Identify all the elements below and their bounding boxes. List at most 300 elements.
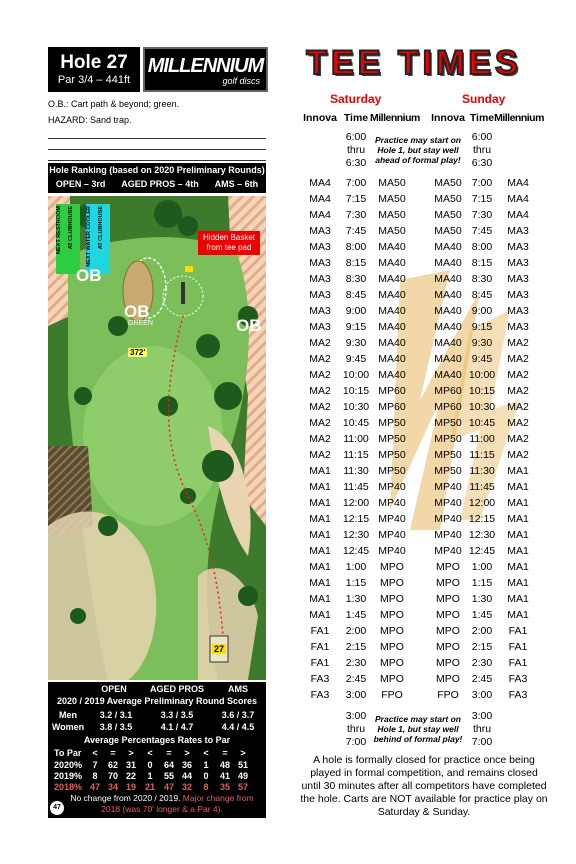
tee-cell-sm: MP60: [378, 385, 406, 397]
col-time-sun: Time: [469, 112, 495, 124]
tee-time-row: [0, 559, 576, 575]
tee-time-row: [0, 543, 576, 559]
tee-cell-ut: 7:45: [471, 225, 493, 237]
tee-cell-um: MA1: [507, 561, 529, 573]
tee-cell-ui: MP40: [434, 529, 462, 541]
tee-cell-sm: MA40: [378, 257, 406, 269]
pct-value: 44: [181, 771, 192, 781]
tee-cell-ui: MPO: [436, 609, 460, 621]
tee-cell-sm: MA40: [378, 321, 406, 333]
tee-cell-um: MA1: [507, 529, 529, 541]
tee-cell-um: MA3: [507, 289, 529, 301]
tee-cell-um: MA1: [507, 465, 529, 477]
pct-value: 49: [237, 771, 248, 781]
hole-header: [48, 47, 140, 92]
tee-cell-st: 11:15: [343, 449, 369, 461]
tee-cell-um: MA1: [507, 481, 529, 493]
tee-time-row: [0, 623, 576, 639]
tee-cell-sm: MPO: [380, 577, 404, 589]
tee-cell-ut: 1:30: [471, 593, 493, 605]
tee-cell-si: MA1: [309, 561, 331, 573]
practice-bottom-note: Practice may start on Hole 1, but stay well behind of formal play!: [373, 714, 463, 744]
practice-top-times-sat: 6:00 thru 6:30: [345, 131, 367, 169]
tee-time-row: [0, 223, 576, 239]
tee-cell-si: MA2: [309, 401, 331, 413]
tee-cell-ui: MPO: [436, 593, 460, 605]
tee-cell-st: 9:15: [345, 321, 367, 333]
notes-line: [48, 160, 266, 161]
tee-cell-ui: MPO: [436, 561, 460, 573]
tee-cell-sm: MPO: [380, 561, 404, 573]
col-innova-sat: Innova: [303, 112, 337, 124]
tee-time-row: [0, 303, 576, 319]
tee-cell-um: MA3: [507, 321, 529, 333]
tee-cell-si: MA1: [309, 481, 331, 493]
note-red: Major change from 2018 (was 70' longer & a Par 4).: [101, 793, 254, 814]
tee-cell-st: 10:15: [342, 385, 370, 397]
tee-cell-ui: MA40: [434, 369, 462, 381]
tee-cell-ut: 12:00: [468, 497, 496, 509]
tee-cell-ut: 9:45: [471, 353, 493, 365]
distance-marker: 372': [130, 348, 146, 357]
tee-cell-si: MA3: [309, 305, 331, 317]
tee-cell-ui: MA50: [434, 209, 462, 221]
par-symbol: >: [184, 748, 190, 758]
tee-cell-um: FA3: [508, 673, 528, 685]
tee-time-row: [0, 527, 576, 543]
men-ams: 3.6 / 3.7: [221, 710, 255, 720]
col-millennium-sat: Millennium: [370, 112, 420, 124]
tee-cell-sm: MA50: [378, 225, 406, 237]
tee-cell-sm: MA40: [378, 353, 406, 365]
tee-cell-st: 11:00: [343, 433, 369, 445]
tee-time-row: [0, 415, 576, 431]
tee-cell-st: 2:45: [345, 673, 367, 685]
tee-cell-ui: MP40: [434, 497, 462, 509]
tee-time-row: [0, 655, 576, 671]
hidden-basket-label: Hidden Basket from tee pad: [198, 231, 260, 255]
tee-cell-sm: MP50: [378, 449, 406, 461]
tee-cell-st: 3:00: [345, 689, 367, 701]
tee-cell-si: MA1: [309, 577, 331, 589]
pct-value: 41: [219, 771, 230, 781]
tee-cell-ut: 10:45: [468, 417, 496, 429]
tee-cell-um: MA1: [507, 513, 529, 525]
tee-cell-st: 12:30: [342, 529, 370, 541]
tee-time-row: [0, 239, 576, 255]
tee-cell-si: MA4: [309, 177, 331, 189]
tee-cell-um: MA3: [507, 273, 529, 285]
tee-cell-st: 12:15: [342, 513, 370, 525]
tee-time-row: [0, 639, 576, 655]
tee-cell-sm: MPO: [380, 593, 404, 605]
hole-title: Hole 27: [60, 52, 128, 73]
tee-cell-sm: FPO: [381, 689, 403, 701]
men-aged: 3.3 / 3.5: [160, 710, 194, 720]
pct-value: 35: [219, 782, 230, 792]
tee-cell-ui: MP50: [434, 449, 462, 461]
tee-cell-ui: MA40: [434, 241, 462, 253]
tee-cell-um: MA1: [507, 545, 529, 557]
tee-cell-um: MA4: [507, 177, 529, 189]
ob-text: O.B.: Cart path & beyond; green.: [48, 99, 180, 109]
tee-cell-st: 11:45: [343, 481, 369, 493]
pct-row-2019%: [48, 771, 266, 781]
tee-cell-st: 1:45: [345, 609, 367, 621]
tee-time-row: [0, 431, 576, 447]
tee-cell-si: FA1: [310, 657, 330, 669]
tee-cell-st: 2:15: [345, 641, 367, 653]
tee-cell-ut: 8:00: [471, 241, 493, 253]
pct-value: 1: [203, 760, 209, 770]
tee-cell-sm: MP60: [378, 401, 406, 413]
div-aged: AGED PROS: [149, 684, 204, 694]
tee-cell-st: 2:00: [345, 625, 367, 637]
tee-cell-ui: MP60: [434, 385, 462, 397]
tee-cell-ui: MA40: [434, 353, 462, 365]
tee-cell-sm: MA40: [378, 337, 406, 349]
tee-cell-st: 10:30: [342, 401, 370, 413]
ranking-open: OPEN – 3rd: [55, 179, 106, 189]
tee-cell-ut: 10:30: [468, 401, 496, 413]
tee-pad-number: 27: [213, 644, 224, 654]
par-symbol: =: [110, 748, 116, 758]
tee-cell-si: MA2: [309, 385, 331, 397]
tee-time-row: [0, 319, 576, 335]
tee-cell-sm: MP40: [378, 481, 406, 493]
tee-cell-si: FA1: [310, 625, 330, 637]
tee-cell-si: MA2: [309, 449, 331, 461]
par-symbol: =: [166, 748, 172, 758]
millennium-logo: [143, 47, 268, 92]
hazard-text: HAZARD: Sand trap.: [48, 115, 132, 125]
tee-cell-st: 12:00: [342, 497, 370, 509]
tee-cell-ut: 7:30: [471, 209, 493, 221]
pct-value: 62: [107, 760, 118, 770]
tee-cell-si: FA1: [310, 641, 330, 653]
ranking-aged: AGED PROS – 4th: [121, 179, 199, 189]
tee-cell-st: 9:00: [345, 305, 367, 317]
col-innova-sun: Innova: [431, 112, 465, 124]
tee-cell-st: 7:00: [345, 177, 367, 189]
tee-time-row: [0, 495, 576, 511]
tee-cell-sm: MA40: [378, 305, 406, 317]
tee-cell-si: MA1: [309, 465, 331, 477]
tee-cell-st: 10:00: [342, 369, 370, 381]
tee-cell-sm: MP50: [378, 417, 406, 429]
tee-cell-um: FA1: [508, 657, 528, 669]
tee-cell-ut: 3:00: [471, 689, 493, 701]
div-open: OPEN: [101, 684, 127, 694]
tee-cell-ui: MPO: [436, 673, 460, 685]
tee-cell-um: MA2: [507, 353, 529, 365]
tee-cell-ut: 11:30: [469, 465, 495, 477]
logo-sub: golf discs: [222, 76, 260, 86]
tee-cell-ut: 7:00: [471, 177, 493, 189]
tee-cell-si: MA1: [309, 545, 331, 557]
tee-cell-sm: MA50: [378, 177, 406, 189]
tee-cell-ut: 2:30: [471, 657, 493, 669]
men-open: 3.2 / 3.1: [99, 710, 133, 720]
sunday-header: Sunday: [462, 92, 506, 106]
tee-cell-si: FA3: [310, 689, 330, 701]
tee-time-row: [0, 287, 576, 303]
tee-cell-ut: 2:00: [471, 625, 493, 637]
tee-cell-st: 7:45: [345, 225, 367, 237]
par-symbol: =: [222, 748, 228, 758]
tee-cell-ut: 8:30: [471, 273, 493, 285]
restroom-sign-2: AT CLUBHOUSE: [68, 204, 80, 274]
tee-cell-si: FA3: [310, 673, 330, 685]
pct-value: 0: [203, 771, 209, 781]
tee-time-row: [0, 463, 576, 479]
tee-cell-ui: MP50: [434, 465, 462, 477]
tee-cell-ut: 10:00: [468, 369, 496, 381]
hole-par: Par 3/4 – 441ft: [57, 74, 131, 86]
pct-value: 55: [163, 771, 174, 781]
tee-cell-sm: MP50: [378, 433, 406, 445]
pct-value: 36: [181, 760, 192, 770]
women-open: 3.8 / 3.5: [99, 722, 133, 732]
tee-cell-si: MA3: [309, 241, 331, 253]
tee-cell-si: MA2: [309, 353, 331, 365]
tee-cell-ui: MA40: [434, 321, 462, 333]
tee-cell-um: MA3: [507, 257, 529, 269]
tee-cell-sm: MA40: [378, 289, 406, 301]
tee-cell-um: MA2: [507, 433, 529, 445]
tee-cell-ut: 9:00: [471, 305, 493, 317]
tee-time-row: [0, 671, 576, 687]
pct-value: 57: [237, 782, 248, 792]
tee-cell-ui: MPO: [436, 625, 460, 637]
tee-cell-um: MA2: [507, 417, 529, 429]
tee-cell-st: 2:30: [345, 657, 367, 669]
tee-cell-ut: 2:45: [471, 673, 493, 685]
pct-value: 47: [163, 782, 174, 792]
restroom-sign: NEXT RESTROOM: [56, 204, 68, 274]
water-sign-2: AT CLUBHOUSE: [98, 204, 110, 274]
pct-value: 48: [219, 760, 230, 770]
tee-cell-sm: MP40: [378, 529, 406, 541]
practice-top-times-sun: 6:00 thru 6:30: [471, 131, 493, 169]
pct-year: 2019%: [54, 771, 83, 781]
tee-time-row: [0, 255, 576, 271]
pct-value: 47: [89, 782, 100, 792]
tee-cell-ui: MP50: [434, 417, 462, 429]
ranking-title: Hole Ranking (based on 2020 Preliminary Rounds): [49, 165, 265, 175]
tee-cell-si: MA3: [309, 321, 331, 333]
pct-value: 31: [125, 760, 136, 770]
tee-time-row: [0, 335, 576, 351]
tee-cell-sm: MA50: [378, 209, 406, 221]
tee-time-row: [0, 399, 576, 415]
pct-value: 8: [203, 782, 209, 792]
ob-right-label: OB: [236, 316, 262, 335]
tee-cell-si: MA1: [309, 497, 331, 509]
tee-time-row: [0, 447, 576, 463]
tee-cell-um: MA2: [507, 337, 529, 349]
tee-cell-ui: MPO: [436, 577, 460, 589]
tee-cell-um: MA2: [507, 369, 529, 381]
pct-value: 70: [107, 771, 118, 781]
tee-time-row: [0, 479, 576, 495]
practice-bottom-times-sat: 3:00 thru 7:00: [345, 710, 367, 748]
tee-time-row: [0, 367, 576, 383]
tee-time-row: [0, 511, 576, 527]
pct-value: 0: [147, 760, 153, 770]
tee-cell-um: FA1: [508, 625, 528, 637]
tee-cell-ut: 11:15: [469, 449, 495, 461]
tee-cell-si: MA4: [309, 209, 331, 221]
par-symbol: >: [240, 748, 246, 758]
col-millennium-sun: Millennium: [494, 112, 544, 124]
tee-times-title: TEE TIMES: [306, 44, 522, 82]
tee-cell-ut: 8:45: [471, 289, 493, 301]
note-white: No change from 2020 / 2019.: [70, 793, 181, 803]
tee-cell-si: MA2: [309, 337, 331, 349]
tee-cell-st: 9:45: [345, 353, 367, 365]
tee-cell-um: MA4: [507, 209, 529, 221]
tee-cell-um: MA2: [507, 385, 529, 397]
pct-value: 32: [181, 782, 192, 792]
tee-cell-sm: MP40: [378, 497, 406, 509]
tee-cell-ut: 1:00: [471, 561, 493, 573]
tee-cell-st: 7:30: [345, 209, 367, 221]
pct-value: 51: [237, 760, 248, 770]
avg-title: 2020 / 2019 Average Preliminary Round Scores: [57, 696, 257, 706]
tee-cell-ut: 11:45: [469, 481, 495, 493]
practice-footer: A hole is formally closed for practice once being played in formal competition, and remains closed until 30 minutes after all competitors have completed the hole. Carts are NOT available for practice play on Saturday & Sunday.: [300, 754, 548, 818]
pct-value: 1: [147, 771, 153, 781]
tee-cell-sm: MPO: [380, 657, 404, 669]
tee-cell-um: MA2: [507, 449, 529, 461]
tee-cell-sm: MP50: [378, 465, 406, 477]
tee-cell-ut: 12:15: [468, 513, 496, 525]
tee-time-row: [0, 575, 576, 591]
div-ams: AMS: [228, 684, 248, 694]
tee-cell-ui: MA50: [434, 193, 462, 205]
tee-cell-si: MA1: [309, 593, 331, 605]
tee-cell-ut: 2:15: [471, 641, 493, 653]
tee-cell-ut: 10:15: [468, 385, 496, 397]
tee-cell-ui: FPO: [437, 689, 459, 701]
tee-cell-st: 8:30: [345, 273, 367, 285]
tee-cell-si: MA2: [309, 369, 331, 381]
tee-cell-ui: MP40: [434, 481, 462, 493]
tee-cell-si: MA3: [309, 257, 331, 269]
tee-cell-um: MA3: [507, 225, 529, 237]
tee-cell-st: 1:15: [345, 577, 367, 589]
tee-cell-ui: MA50: [434, 177, 462, 189]
pct-year: 2018%: [54, 782, 83, 792]
practice-bottom-times-sun: 3:00 thru 7:00: [471, 710, 493, 748]
pct-value: 21: [144, 782, 155, 792]
col-time-sat: Time: [343, 112, 369, 124]
tee-time-row: [0, 687, 576, 703]
tee-cell-um: MA2: [507, 401, 529, 413]
tee-cell-sm: MA40: [378, 273, 406, 285]
par-symbol: <: [203, 748, 209, 758]
tee-cell-sm: MP40: [378, 545, 406, 557]
tee-cell-si: MA1: [309, 609, 331, 621]
pct-row-2018%: [48, 782, 266, 792]
notes-line: [48, 149, 266, 150]
tee-cell-st: 8:00: [345, 241, 367, 253]
tee-time-row: [0, 383, 576, 399]
tee-cell-sm: MA40: [378, 369, 406, 381]
tee-cell-um: MA1: [507, 497, 529, 509]
tee-cell-st: 12:45: [342, 545, 370, 557]
tee-cell-um: MA3: [507, 305, 529, 317]
logo-word: MILLENNIUM: [147, 55, 264, 77]
tee-time-row: [0, 207, 576, 223]
tee-cell-ui: MA50: [434, 225, 462, 237]
tee-cell-si: MA3: [309, 289, 331, 301]
tee-cell-sm: MP40: [378, 513, 406, 525]
tee-cell-sm: MA50: [378, 193, 406, 205]
tee-cell-ui: MP50: [434, 433, 462, 445]
tee-cell-ui: MA40: [434, 289, 462, 301]
par-symbol: <: [147, 748, 153, 758]
tee-cell-st: 1:00: [345, 561, 367, 573]
water-sign: NEXT WATER COOLER: [86, 204, 98, 274]
tee-cell-si: MA1: [309, 529, 331, 541]
women-ams: 4.4 / 4.5: [221, 722, 255, 732]
tee-cell-sm: MPO: [380, 625, 404, 637]
tee-cell-st: 9:30: [345, 337, 367, 349]
tee-cell-um: FA3: [508, 689, 528, 701]
tee-cell-sm: MPO: [380, 641, 404, 653]
tee-time-row: [0, 591, 576, 607]
tee-cell-si: MA3: [309, 225, 331, 237]
tee-cell-ui: MP40: [434, 513, 462, 525]
tee-time-row: [0, 175, 576, 191]
women-label: Women: [51, 722, 85, 732]
tee-cell-um: MA3: [507, 241, 529, 253]
pct-value: 64: [163, 760, 174, 770]
tee-cell-sm: MA40: [378, 241, 406, 253]
change-note: [62, 793, 262, 815]
tee-cell-si: MA2: [309, 433, 331, 445]
tee-cell-st: 1:30: [345, 593, 367, 605]
women-aged: 4.1 / 4.7: [160, 722, 194, 732]
tee-cell-ut: 12:45: [468, 545, 496, 557]
men-label: Men: [59, 710, 77, 720]
tee-cell-st: 11:30: [343, 465, 369, 477]
pct-value: 34: [107, 782, 118, 792]
tee-cell-um: FA1: [508, 641, 528, 653]
tee-time-row: [0, 191, 576, 207]
tee-cell-um: MA4: [507, 193, 529, 205]
tee-cell-ut: 1:15: [471, 577, 493, 589]
tee-cell-ui: MA40: [434, 273, 462, 285]
tee-cell-ut: 11:00: [469, 433, 495, 445]
pct-value: 19: [125, 782, 136, 792]
ob-green-sub: GREEN: [128, 320, 153, 327]
tee-cell-st: 10:45: [342, 417, 370, 429]
tee-cell-ut: 1:45: [471, 609, 493, 621]
tee-cell-ut: 8:15: [471, 257, 493, 269]
to-par-label: To Par: [54, 748, 82, 758]
tee-cell-ut: 12:30: [468, 529, 496, 541]
tee-time-row: [0, 271, 576, 287]
tee-time-row: [0, 607, 576, 623]
tee-cell-st: 8:15: [345, 257, 367, 269]
tee-cell-ui: MA40: [434, 305, 462, 317]
par-symbol: <: [92, 748, 98, 758]
ranking-ams: AMS – 6th: [214, 179, 259, 189]
ob-left-label: OB: [76, 266, 102, 285]
